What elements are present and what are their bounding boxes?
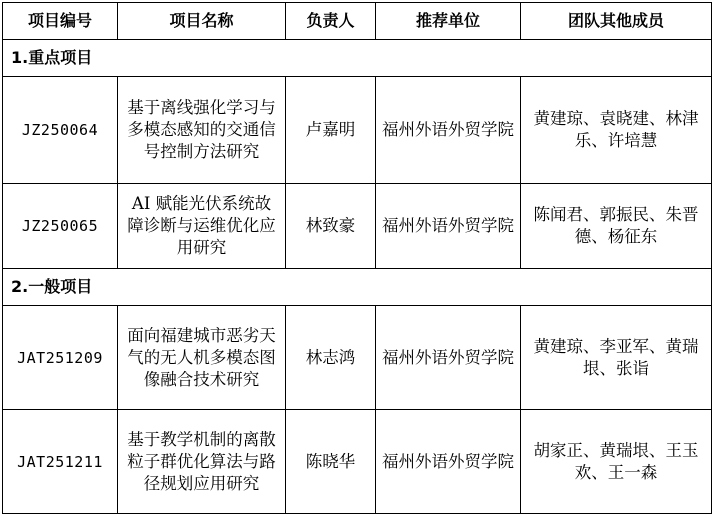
project-table bbox=[2, 2, 712, 514]
team-members: 黄建琼、袁晓建、林津乐、许培慧 bbox=[521, 77, 712, 184]
section-title: 1.重点项目 bbox=[3, 40, 712, 77]
project-leader: 陈晓华 bbox=[286, 410, 376, 514]
table-row bbox=[3, 410, 712, 514]
header-unit: 推荐单位 bbox=[376, 3, 521, 40]
project-code: JZ250064 bbox=[3, 77, 118, 184]
recommending-unit: 福州外语外贸学院 bbox=[376, 77, 521, 184]
table-row bbox=[3, 184, 712, 269]
project-code: JAT251211 bbox=[3, 410, 118, 514]
recommending-unit: 福州外语外贸学院 bbox=[376, 410, 521, 514]
recommending-unit: 福州外语外贸学院 bbox=[376, 306, 521, 410]
project-name: 面向福建城市恶劣天气的无人机多模态图像融合技术研究 bbox=[118, 306, 286, 410]
project-name: 基于教学机制的离散粒子群优化算法与路径规划应用研究 bbox=[118, 410, 286, 514]
project-code: JZ250065 bbox=[3, 184, 118, 269]
project-leader: 林致豪 bbox=[286, 184, 376, 269]
team-members: 黄建琼、李亚军、黄瑞垠、张诣 bbox=[521, 306, 712, 410]
header-members: 团队其他成员 bbox=[521, 3, 712, 40]
header-name: 项目名称 bbox=[118, 3, 286, 40]
project-name: 基于离线强化学习与多模态感知的交通信号控制方法研究 bbox=[118, 77, 286, 184]
table-row bbox=[3, 306, 712, 410]
project-name: AI 赋能光伏系统故障诊断与运维优化应用研究 bbox=[118, 184, 286, 269]
section-title: 2.一般项目 bbox=[3, 269, 712, 306]
table-row bbox=[3, 77, 712, 184]
team-members: 胡家正、黄瑞垠、王玉欢、王一森 bbox=[521, 410, 712, 514]
team-members: 陈闻君、郭振民、朱晋德、杨征东 bbox=[521, 184, 712, 269]
recommending-unit: 福州外语外贸学院 bbox=[376, 184, 521, 269]
header-code: 项目编号 bbox=[3, 3, 118, 40]
header-leader: 负责人 bbox=[286, 3, 376, 40]
section-row bbox=[3, 40, 712, 77]
project-leader: 卢嘉明 bbox=[286, 77, 376, 184]
section-row bbox=[3, 269, 712, 306]
project-leader: 林志鸿 bbox=[286, 306, 376, 410]
header-row bbox=[3, 3, 712, 40]
project-code: JAT251209 bbox=[3, 306, 118, 410]
